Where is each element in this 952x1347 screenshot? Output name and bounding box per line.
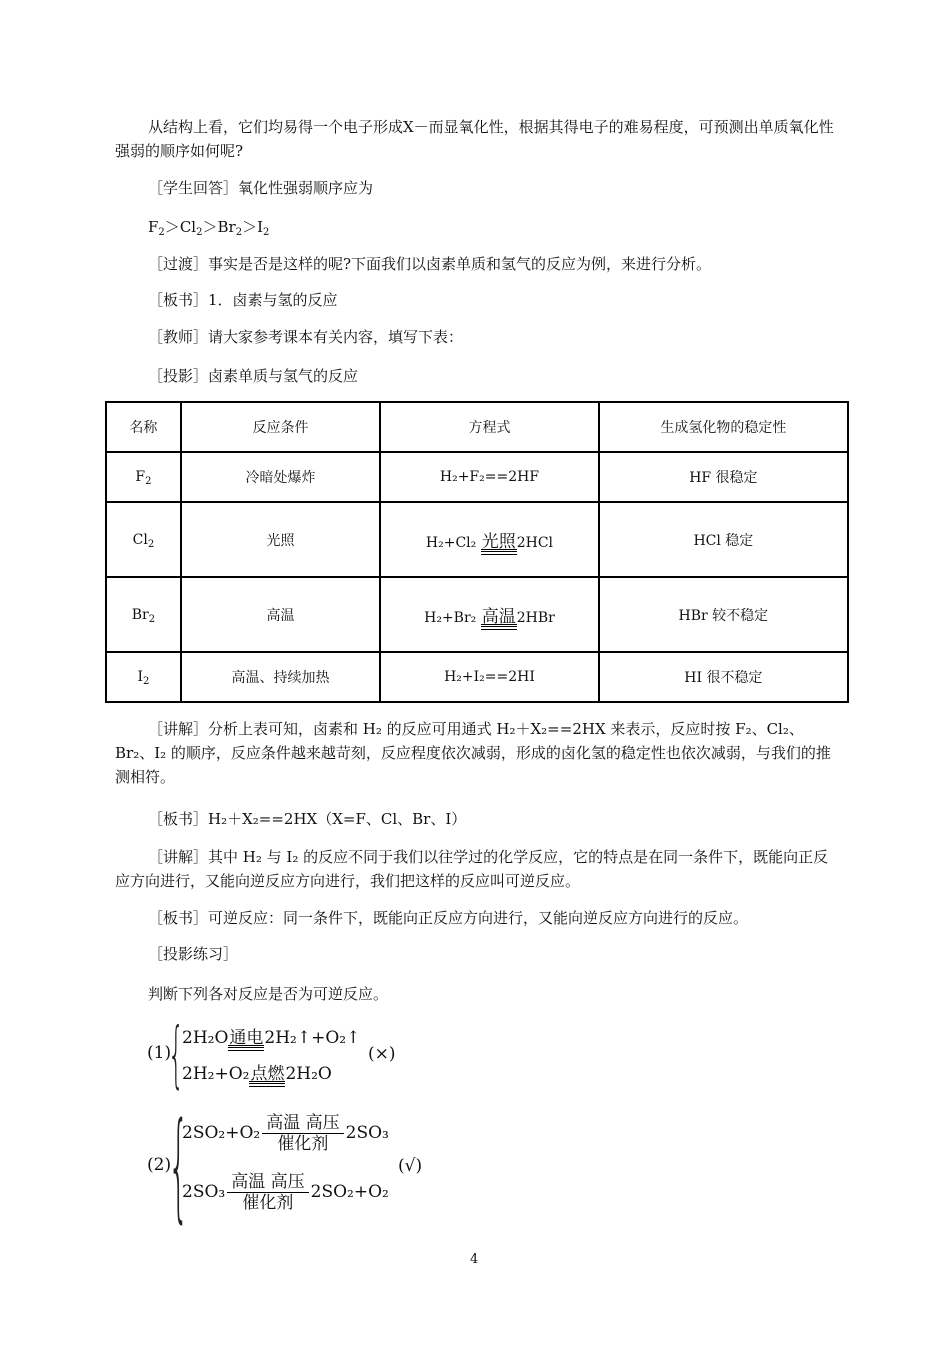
equation-left: H₂+Cl₂: [425, 535, 481, 551]
reactant: 2H₂+O₂: [182, 1064, 250, 1084]
exercise-1-line-1: [182, 1023, 360, 1048]
paragraph-board-1: ［板书］1．卤素与氢的反应: [148, 291, 338, 309]
product: 2H₂O: [285, 1064, 332, 1084]
order-f-sub: 2: [158, 227, 165, 238]
halogen-hydrogen-table: [105, 401, 849, 703]
order-i-sub: 2: [263, 227, 270, 238]
paragraph-projection: ［投影］卤素单质与氢气的反应: [148, 367, 359, 385]
paragraph-student-answer: ［学生回答］氧化性强弱顺序应为: [148, 179, 374, 197]
paragraph-exercise-prompt: 判断下列各对反应是否为可逆反应。: [148, 985, 389, 1003]
reaction-condition: 光照: [481, 527, 517, 552]
cell-condition: 光照: [181, 502, 380, 577]
cell-name: [106, 577, 181, 652]
cell-condition: 高温、持续加热: [181, 652, 380, 702]
paragraph-explanation-1: ［讲解］分析上表可知，卤素和 H₂ 的反应可用通式 H₂＋X₂==2HX 来表示，反应时按 F₂、Cl₂、Br₂、I₂ 的顺序，反应条件越来越苛刻，反应程度依次减弱，形成的卤化氢的稳定性也依次减弱，与我们的推测相符。: [115, 720, 831, 786]
order-i: I: [257, 218, 264, 236]
table-row: [106, 652, 848, 702]
brace-icon: {: [168, 1012, 185, 1096]
order-cl: Cl: [179, 218, 197, 236]
cell-equation: [380, 577, 599, 652]
cell-condition: 高温: [181, 577, 380, 652]
product: 2H₂↑+O₂↑: [264, 1028, 361, 1048]
condition-top: 高温 高压: [262, 1113, 343, 1134]
paragraph-transition: ［过渡］事实是否是这样的呢?下面我们以卤素单质和氢气的反应为例，来进行分析。: [148, 255, 712, 273]
paragraph-structure: 从结构上看，它们均易得一个电子形成X－而显氧化性，根据其得电子的难易程度，可预测出单质氧化性强弱的顺序如何呢?: [115, 118, 834, 160]
condition-bottom: 催化剂: [242, 1193, 294, 1213]
reaction-condition: 点燃: [249, 1059, 285, 1084]
element-symbol: I: [137, 669, 143, 685]
order-br: Br: [217, 218, 236, 236]
cell-name: [106, 652, 181, 702]
cell-equation: [380, 502, 599, 577]
table-row: [106, 452, 848, 502]
element-subscript: 2: [148, 613, 156, 625]
element-symbol: Br: [131, 606, 149, 623]
table-header-row: [106, 402, 848, 452]
header-equation: 方程式: [380, 402, 599, 452]
cell-equation: H₂+I₂==2HI: [380, 652, 599, 702]
reactant: 2H₂O: [182, 1028, 229, 1048]
cell-stability: HI 很不稳定: [599, 652, 848, 702]
element-subscript: 2: [147, 538, 155, 550]
table-row: [106, 502, 848, 577]
equation-left: H₂+Br₂: [424, 610, 481, 626]
equation-right: 2HCl: [516, 535, 554, 551]
exercise-2-label: (2): [147, 1155, 172, 1175]
cell-stability: HBr 较不稳定: [599, 577, 848, 652]
reaction-condition: 通电: [228, 1023, 264, 1048]
header-stability: 生成氢化物的稳定性: [599, 402, 848, 452]
order-f: F: [148, 218, 159, 236]
paragraph-board-3: ［板书］可逆反应：同一条件下，既能向正反应方向进行，又能向逆反应方向进行的反应。: [148, 909, 749, 927]
equation-right: 2HBr: [516, 610, 555, 626]
cell-condition: 冷暗处爆炸: [181, 452, 380, 502]
cell-name: [106, 502, 181, 577]
cell-stability: HCl 稳定: [599, 502, 848, 577]
paragraph-teacher: ［教师］请大家参考课本有关内容，填写下表：: [148, 328, 464, 346]
paragraph-board-2: ［板书］H₂＋X₂==2HX（X=F、Cl、Br、I）: [148, 810, 467, 828]
oxidizing-order: [148, 216, 269, 238]
order-br-sub: 2: [235, 227, 243, 238]
order-gt-3: ＞: [242, 218, 258, 236]
header-name: 名称: [106, 402, 181, 452]
element-symbol: F: [135, 469, 146, 485]
condition-top: 高温 高压: [227, 1172, 308, 1193]
element-subscript: 2: [142, 676, 150, 687]
paragraph-exercise-title: ［投影练习］: [148, 945, 239, 963]
exercise-2-mark: (√): [398, 1156, 423, 1176]
paragraph-explanation-2: ［讲解］其中 H₂ 与 I₂ 的反应不同于我们以往学过的化学反应，它的特点是在同一条件下，既能向正反应方向进行，又能向逆反应方向进行，我们把这样的反应叫可逆反应。: [115, 848, 829, 890]
exercise-1-label: (1): [147, 1043, 172, 1063]
element-symbol: Cl: [132, 531, 148, 548]
cell-name: [106, 452, 181, 502]
reactant: 2SO₃: [182, 1182, 226, 1202]
exercise-1-mark: (×): [368, 1044, 396, 1064]
page-number: 4: [470, 1252, 479, 1267]
reaction-condition: [227, 1172, 308, 1213]
table-row: [106, 577, 848, 652]
brace-icon: {: [168, 1096, 190, 1234]
order-cl-sub: 2: [196, 227, 203, 238]
reaction-condition: 高温: [481, 602, 517, 627]
exercise-2-line-1: [182, 1113, 389, 1154]
order-gt-1: ＞: [164, 218, 180, 236]
cell-equation: H₂+F₂==2HF: [380, 452, 599, 502]
reactant: 2SO₂+O₂: [182, 1123, 261, 1143]
reaction-condition: [262, 1113, 343, 1154]
product: 2SO₂+O₂: [310, 1182, 389, 1202]
exercise-2-line-2: [182, 1172, 389, 1213]
header-condition: 反应条件: [181, 402, 380, 452]
condition-bottom: 催化剂: [277, 1134, 329, 1154]
element-subscript: 2: [145, 476, 152, 487]
exercise-1-line-2: [182, 1059, 332, 1084]
product: 2SO₃: [345, 1123, 389, 1143]
order-gt-2: ＞: [202, 218, 218, 236]
cell-stability: HF 很稳定: [599, 452, 848, 502]
